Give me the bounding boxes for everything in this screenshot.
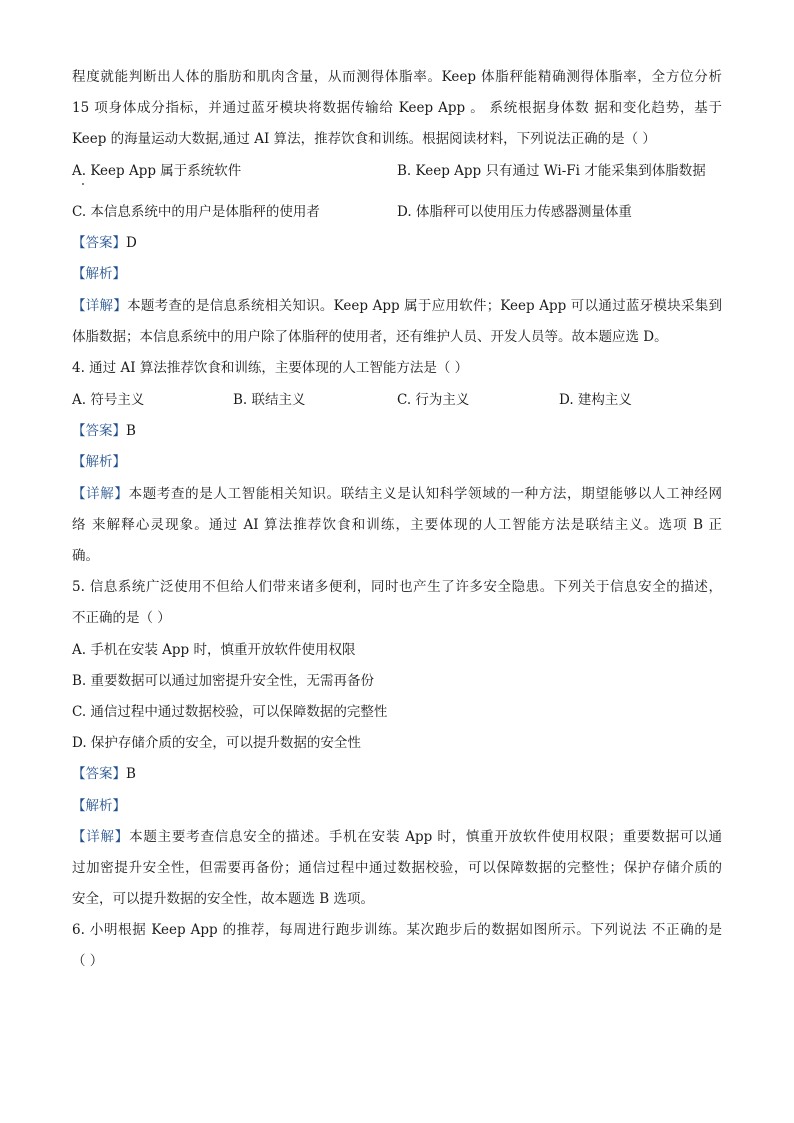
q3-option-a: A. Keep App 属于系统软件	[72, 163, 242, 179]
detail-tag: 【详解】	[72, 829, 130, 845]
q4-analysis-tag: 【解析】	[72, 454, 126, 470]
answer-tag: 【答案】	[72, 235, 126, 251]
q4-option-b: B. 联结主义	[233, 392, 306, 408]
q6-stem-line-2: （ ）	[72, 953, 104, 969]
q5-option-b: B. 重要数据可以通过加密提升安全性，无需再备份	[72, 673, 375, 689]
q5-option-d: D. 保护存储介质的安全，可以提升数据的安全性	[72, 735, 361, 751]
q3-detail-line-1	[72, 297, 722, 315]
q5-answer	[72, 765, 136, 783]
answer-tag: 【答案】	[72, 423, 126, 439]
q5-analysis-tag: 【解析】	[72, 798, 126, 814]
q5-detail-line-2: 过加密提升安全性，但需要再备份；通信过程中通过数据校验，可以保障数据的完整性；保护存储介质的	[72, 860, 722, 876]
detail-tag: 【详解】	[72, 486, 129, 502]
q4-detail-line-2: 络 来解释心灵现象。通过 AI 算法推荐饮食和训练，主要体现的人工智能方法是联结主义。选项 B 正	[72, 517, 722, 533]
stray-dot	[82, 183, 84, 185]
detail-text: 本题考查的是信息系统相关知识。Keep App 属于应用软件；Keep App 可以通过蓝牙模块采集到	[127, 298, 723, 314]
q5-stem-line-2: 不正确的是（ ）	[72, 610, 171, 626]
q5-option-a: A. 手机在安装 App 时，慎重开放软件使用权限	[72, 642, 356, 658]
q4-option-a: A. 符号主义	[72, 392, 145, 408]
q3-option-d: D. 体脂秤可以使用压力传感器测量体重	[397, 204, 632, 220]
q4-detail-line-3: 确。	[72, 548, 99, 564]
q3-stem-line-3: Keep 的海量运动大数据,通过 AI 算法，推荐饮食和训练。根据阅读材料，下列说法正确的是（ ）	[72, 131, 656, 147]
q3-option-b: B. Keep App 只有通过 Wi-Fi 才能采集到体脂数据	[397, 163, 706, 179]
q5-detail-line-1	[72, 828, 722, 846]
q3-analysis-tag: 【解析】	[72, 266, 126, 282]
answer-value: D	[126, 235, 137, 251]
q3-detail-line-2: 体脂数据；本信息系统中的用户除了体脂秤的使用者，还有维护人员、开发人员等。故本题应选 D。	[72, 329, 668, 345]
answer-value: B	[126, 766, 136, 782]
q4-detail-line-1	[72, 485, 722, 503]
q4-stem: 4. 通过 AI 算法推荐饮食和训练，主要体现的人工智能方法是（ ）	[72, 360, 469, 376]
q5-stem-line-1: 5. 信息系统广泛使用不但给人们带来诸多便利，同时也产生了许多安全隐患。下列关于信息安全的描述，	[72, 579, 722, 595]
q5-option-c: C. 通信过程中通过数据校验，可以保障数据的完整性	[72, 704, 388, 720]
detail-text: 本题主要考查信息安全的描述。手机在安装 App 时，慎重开放软件使用权限；重要数据可以通	[129, 829, 723, 845]
q6-stem-line-1: 6. 小明根据 Keep App 的推荐，每周进行跑步训练。某次跑步后的数据如图所示。下列说法 不正确的是	[72, 922, 722, 938]
q4-option-d: D. 建构主义	[559, 392, 632, 408]
detail-text: 本题考查的是人工智能相关知识。联结主义是认知科学领域的一种方法，期望能够以人工神经网	[128, 486, 722, 502]
q3-answer	[72, 234, 137, 252]
detail-tag: 【详解】	[72, 298, 128, 314]
answer-tag: 【答案】	[72, 766, 126, 782]
q4-answer	[72, 422, 136, 440]
answer-value: B	[126, 423, 136, 439]
q4-option-c: C. 行为主义	[397, 392, 470, 408]
q5-detail-line-3: 安全，可以提升数据的安全性，故本题选 B 选项。	[72, 891, 375, 907]
q3-stem-line-2: 15 项身体成分指标，并通过蓝牙模块将数据传输给 Keep App 。 系统根据身体数 据和变化趋势，基于	[72, 100, 722, 116]
q3-stem-line-1: 程度就能判断出人体的脂肪和肌肉含量，从而测得体脂率。Keep 体脂秤能精确测得体脂率，全方位分析	[72, 69, 722, 85]
q3-option-c: C. 本信息系统中的用户是体脂秤的使用者	[72, 204, 320, 220]
